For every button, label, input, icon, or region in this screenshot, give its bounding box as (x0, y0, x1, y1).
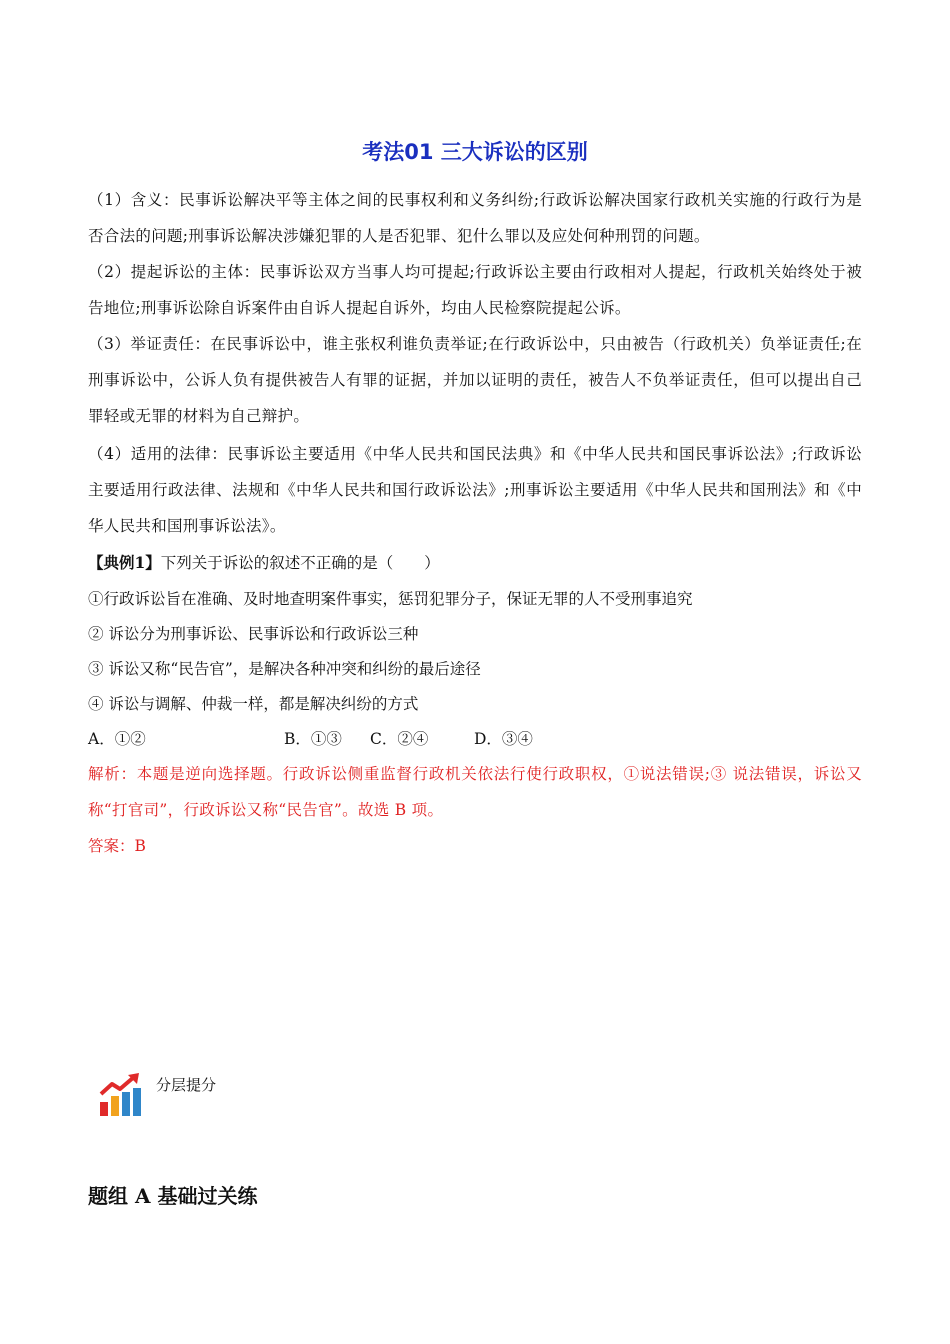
option-c: C．②④ (370, 730, 429, 748)
point-1: （1）含义：民事诉讼解决平等主体之间的民事权利和义务纠纷;行政诉讼解决国家行政机关实施的行政行为是否合法的问题;刑事诉讼解决涉嫌犯罪的人是否犯罪、犯什么罪以及应处何种刑罚的问题。 (88, 191, 862, 245)
point-2: （2）提起诉讼的主体：民事诉讼双方当事人均可提起;行政诉讼主要由行政相对人提起，行政机关始终处于被告地位;刑事诉讼除自诉案件由自诉人提起自诉外，均由人民检察院提起公诉。 (88, 263, 862, 317)
page-title: 考法01 三大诉讼的区别 (362, 140, 588, 164)
rising-bar-chart-icon (98, 1072, 142, 1118)
section-label: 分层提分 (156, 1076, 217, 1094)
option-a: A．①② (88, 730, 146, 748)
option-b: B．①③ (284, 730, 342, 748)
point-4: （4）适用的法律：民事诉讼主要适用《中华人民共和国民法典》和《中华人民共和国民事诉讼法》;行政诉讼主要适用行政法律、法规和《中华人民共和国行政诉讼法》;刑事诉讼主要适用《中华人民共和国刑法》和《中华人民共和国刑事诉讼法》。 (88, 445, 862, 535)
statement-3: ③ 诉讼又称“民告官”，是解决各种冲突和纠纷的最后途径 (88, 660, 481, 678)
answer-text: 答案：B (88, 837, 146, 855)
example-question-line (88, 546, 868, 580)
analysis-text: 解析：本题是逆向选择题。行政诉讼侧重监督行政机关依法行使行政职权，①说法错误;③ 说法错误，诉讼又称“打官司”，行政诉讼又称“民告官”。故选 B 项。 (88, 765, 862, 819)
statement-2: ② 诉讼分为刑事诉讼、民事诉讼和行政诉讼三种 (88, 625, 419, 643)
example-label: 【典例1】 (88, 553, 161, 572)
option-d: D．③④ (474, 730, 533, 748)
group-title: 题组 A 基础过关练 (88, 1184, 258, 1208)
statement-4: ④ 诉讼与调解、仲裁一样，都是解决纠纷的方式 (88, 695, 419, 713)
statement-1: ①行政诉讼旨在准确、及时地查明案件事实，惩罚犯罪分子，保证无罪的人不受刑事追究 (88, 590, 693, 608)
point-3: （3）举证责任：在民事诉讼中，谁主张权利谁负责举证;在行政诉讼中，只由被告（行政机关）负举证责任;在刑事诉讼中，公诉人负有提供被告人有罪的证据，并加以证明的责任，被告人不负举证责任，但可以提出自己罪轻或无罪的材料为自己辩护。 (88, 335, 862, 425)
options-row (88, 722, 868, 756)
example-question: 下列关于诉讼的叙述不正确的是（ ） (160, 554, 440, 572)
